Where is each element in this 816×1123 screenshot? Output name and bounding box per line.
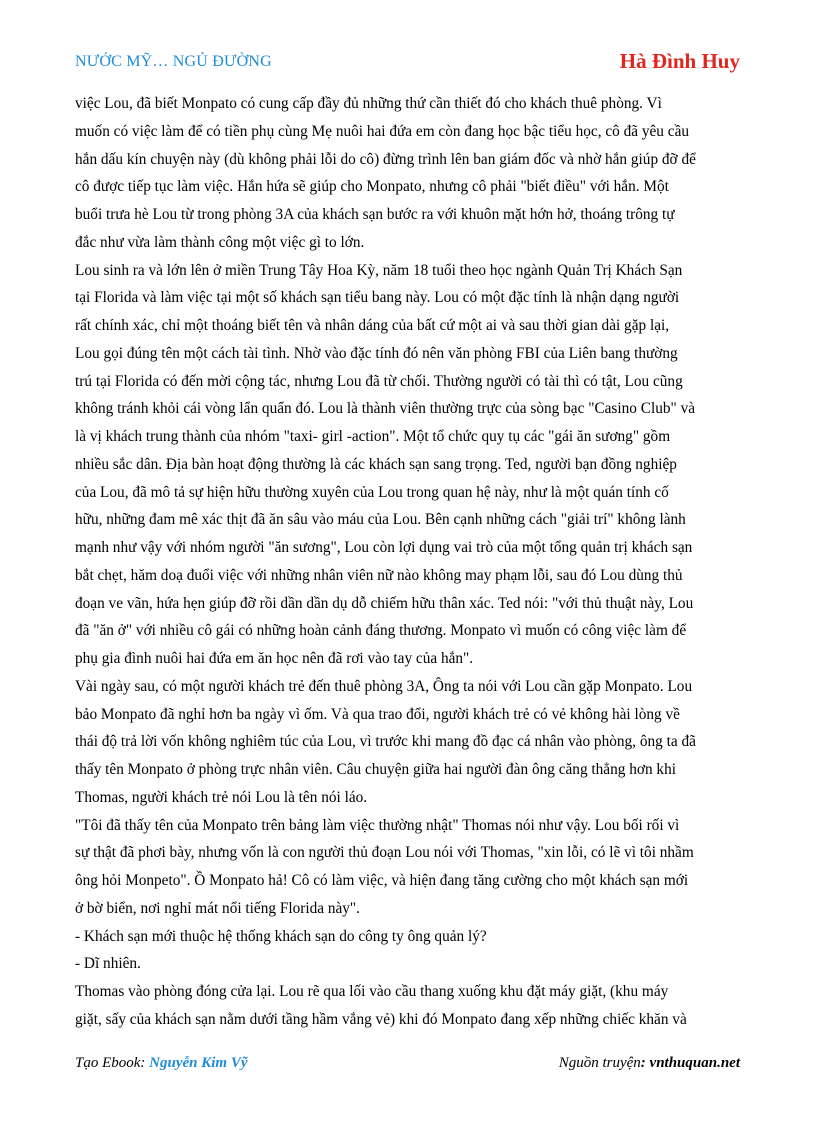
text-line: hắn dấu kín chuyện này (dù không phải lỗi do cô) đừng trình lên ban giám đốc và nhờ hắn giúp đỡ để	[75, 150, 696, 168]
text-line: - Khách sạn mới thuộc hệ thống khách sạn do công ty ông quản lý?	[75, 927, 487, 945]
text-line: trú tại Florida có đến mời cộng tác, nhưng Lou đã từ chối. Thường người có tài thì có tật, Lou cũng	[75, 372, 683, 390]
text-line: Lou sinh ra và lớn lên ở miền Trung Tây Hoa Kỳ, năm 18 tuổi theo học ngành Quản Trị Khách Sạn	[75, 261, 683, 279]
text-line: đã "ăn ở" với nhiều cô gái có những hoàn cảnh đáng thương. Monpato vì muốn có công việc làm để	[75, 622, 687, 640]
footer-ebook-creator: Nguyễn Kim Vỹ	[149, 1055, 248, 1071]
footer-separator: :	[640, 1055, 650, 1071]
text-line: thấy tên Monpato ở phòng trực nhân viên. Câu chuyện giữa hai người đàn ông căng thẳng hơn khi	[75, 761, 676, 778]
text-line: rất chính xác, chỉ một thoáng biết tên và nhân dáng của bất cứ một ai và sau thời gian dài gặp lại,	[75, 317, 670, 334]
running-header-author: Hà Đình Huy	[619, 49, 740, 73]
footer-source-credit	[559, 1055, 740, 1072]
text-line: Vài ngày sau, có một người khách trẻ đến thuê phòng 3A, Ông ta nói với Lou cần gặp Monpato. Lou	[75, 677, 693, 695]
text-line: đắc như vừa làm thành công một việc gì to lớn.	[75, 233, 365, 251]
text-line: cô được tiếp tục làm việc. Hắn hứa sẽ giúp cho Monpato, nhưng cô phải "biết điều" với hắn. Một	[75, 178, 669, 196]
footer-ebook-credit	[75, 1055, 248, 1072]
text-line: việc Lou, đã biết Monpato có cung cấp đầy đủ những thứ cần thiết đó cho khách thuê phòng. Vì	[75, 95, 662, 112]
text-line: mạnh như vậy với nhóm người "ăn sương", Lou còn lợi dụng vai trò của một tổng quản trị khách sạn	[75, 539, 693, 556]
text-line: tại Florida và làm việc tại một số khách sạn tiểu bang này. Lou có một đặc tính là nhận dạng người	[75, 289, 680, 307]
text-line: thái độ trả lời vốn không nghiêm túc của Lou, vì trước khi mang đồ đạc cá nhân vào phòng, ông ta đã	[75, 733, 696, 751]
story-text-body	[75, 90, 743, 1034]
text-line: bắt chẹt, hăm doạ đuổi việc với những nhân viên nữ nào không may phạm lỗi, sau đó Lou dùng thủ	[75, 566, 683, 584]
text-line: muốn có việc làm để có tiền phụ cùng Mẹ nuôi hai đứa em còn đang học bậc tiểu học, cô đã yêu cầu	[75, 122, 690, 140]
text-line: hữu, những đam mê xác thịt đã ăn sâu vào máu của Lou. Bên cạnh những cách "giải trí" không lành	[75, 511, 686, 529]
text-line: "Tôi đã thấy tên của Monpato trên bảng làm việc thường nhật" Thomas nói như vậy. Lou bối rối vì	[75, 816, 680, 834]
text-line: nhiều sắc dân. Địa bàn hoạt động thường là các khách sạn sang trọng. Ted, người bạn đồng nghiệp	[75, 455, 677, 473]
text-line: là vị khách trung thành của nhóm "taxi- girl -action". Một tổ chức quy tụ các "gái ăn sương" gồm	[75, 428, 671, 445]
text-line: Lou gọi đúng tên một cách tài tình. Nhờ vào đặc tính đó nên văn phòng FBI của Liên bang thường	[75, 344, 678, 362]
text-line: ông hỏi Monpeto". Ồ Monpato hả! Cô có làm việc, và hiện đang tăng cường cho một khách sạn mới	[75, 872, 689, 889]
running-header-title: NƯỚC MỸ… NGỦ ĐƯỜNG	[75, 53, 272, 70]
text-line: sự thật đã phơi bày, nhưng vốn là con người thủ đoạn Lou nói với Thomas, "xin lỗi, có lẽ vì tôi nhầm	[75, 844, 694, 862]
text-line: giặt, sấy của khách sạn nằm dưới tầng hầm vắng vẻ) khi đó Monpato đang xếp những chiếc khăn và	[75, 1010, 687, 1028]
footer-separator: :	[140, 1055, 150, 1071]
footer-source-label: Nguồn truyện	[558, 1055, 641, 1071]
text-line: Thomas, người khách trẻ nói Lou là tên nói láo.	[75, 788, 368, 806]
text-line: - Dĩ nhiên.	[75, 955, 141, 973]
text-line: phụ gia đình nuôi hai đứa em ăn học nên đã rơi vào tay của hắn".	[75, 650, 474, 667]
text-line: Thomas vào phòng đóng cửa lại. Lou rẽ qua lối vào cầu thang xuống khu đặt máy giặt, (khu máy	[75, 983, 669, 1000]
footer-source-site: vnthuquan.net	[649, 1055, 740, 1071]
text-line: đoạn ve vãn, hứa hẹn giúp đỡ rồi dần dần dụ dỗ chiếm hữu thân xác. Ted nói: "với thủ thuật này, Lou	[75, 594, 694, 612]
text-line: ở bờ biển, nơi nghỉ mát nổi tiếng Florida này".	[75, 899, 361, 917]
text-line: bảo Monpato đã nghỉ hơn ba ngày vì ốm. Và qua trao đổi, người khách trẻ có vẻ không hài lòng về	[75, 705, 680, 723]
text-line: không tránh khỏi cái vòng lẩn quẩn đó. Lou là thành viên thường trực của sòng bạc "Casino Club" và	[75, 400, 696, 418]
text-line: của Lou, đã mô tả sự hiện hữu thường xuyên của Lou trong quan hệ này, như là một quán tính cố	[75, 483, 669, 501]
footer-ebook-label: Tạo Ebook	[75, 1055, 141, 1071]
text-line: buổi trưa hè Lou từ trong phòng 3A của khách sạn bước ra với khuôn mặt hớn hở, thoáng trông tự	[75, 206, 675, 223]
